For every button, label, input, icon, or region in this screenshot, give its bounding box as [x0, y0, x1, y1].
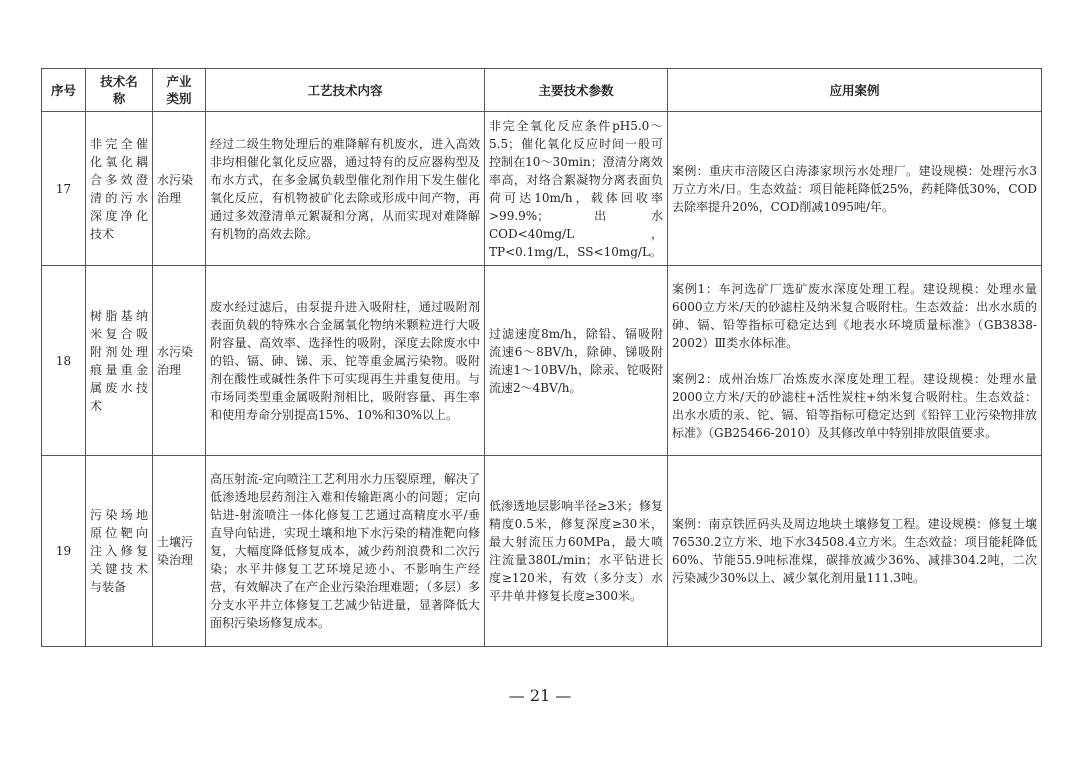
application-case	[668, 456, 1042, 647]
case-item-1: 案例1：车河选矿厂选矿废水深度处理工程。建设规模：处理水量6000立方米/天的砂滤柱及纳米复合吸附柱。生态效益：出水水质的砷、镉、铅等指标可稳定达到《地表水环境质量标准》（GB3838-2002）Ⅲ类水体标准。	[672, 281, 1037, 350]
table-row-18	[42, 266, 1042, 456]
header-industry: 产业类别	[153, 69, 206, 112]
industry-category: 水污染治理	[153, 266, 206, 456]
header-params: 主要技术参数	[485, 69, 668, 112]
application-case	[668, 266, 1042, 456]
header-tech-name: 技术名称	[86, 69, 153, 112]
row-number: 17	[42, 112, 86, 266]
tech-params: 低渗透地层影响半径≥3米；修复精度0.5米，修复深度≥30米，最大射流压力60MPa，最大喷注流量380L/min；水平钻进长度≥120米，有效（多分支）水平井单井修复长度≥300米。	[485, 456, 668, 647]
row-number: 19	[42, 456, 86, 647]
industry-category: 水污染治理	[153, 112, 206, 266]
tech-name: 非完全催化氧化耦合多效澄清的污水深度净化技术	[86, 112, 153, 266]
page-number: — 21 —	[508, 686, 572, 705]
case-item-2: 案例2：成州冶炼厂冶炼废水深度处理工程。建设规模：处理水量2000立方米/天的砂滤柱+活性炭柱+纳米复合吸附柱。生态效益：出水水质的汞、铊、镉、铅等指标可稳定达到《铅锌工业污染物排放标准》（GB25466-2010）及其修改单中特别排放限值要求。	[672, 371, 1037, 440]
industry-category: 土壤污染治理	[153, 456, 206, 647]
tech-params: 过滤速度8m/h，除铅、镉吸附流速6～8BV/h，除砷、锑吸附流速1～10BV/h，除汞、铊吸附流速2～4BV/h。	[485, 266, 668, 456]
row-number: 18	[42, 266, 86, 456]
process-content: 经过二级生物处理后的难降解有机废水，进入高效非均相催化氧化反应器，通过特有的反应器构型及布水方式，在多金属负载型催化剂作用下发生催化氧化反应，有机物被矿化去除或形成中间产物，再通过多效澄清单元絮凝和分离，从而实现对难降解有机物的高效去除。	[206, 112, 485, 266]
table-header-row	[42, 69, 1042, 112]
table-row-17	[42, 112, 1042, 266]
tech-name: 树脂基纳米复合吸附剂处理痕量重金属废水技术	[86, 266, 153, 456]
technology-table	[41, 68, 1042, 647]
header-process: 工艺技术内容	[206, 69, 485, 112]
case-item: 案例：南京铁匠码头及周边地块土壤修复工程。建设规模：修复土壤76530.2立方米、地下水34508.4立方米。生态效益：项目能耗降低60%、节能55.9吨标准煤，碳排放减少36%、减排304.2吨，二次污染减少30%以上、减少氧化剂用量111.3吨。	[672, 517, 1037, 585]
header-cases: 应用案例	[668, 69, 1042, 112]
header-no: 序号	[42, 69, 86, 112]
process-content: 高压射流-定向喷注工艺利用水力压裂原理，解决了低渗透地层药剂注入难和传输距离小的问题；定向钻进-射流喷注一体化修复工艺通过高精度水平/垂直导向钻进，实现土壤和地下水污染的精准靶向修复，大幅度降低修复成本，减少药剂浪费和二次污染；水平井修复工艺环境足迹小、不影响生产经营，有效解决了在产企业污染治理难题；（多层）多分支水平井立体修复工艺减少钻进量，显著降低大面积污染场修复成本。	[206, 456, 485, 647]
application-case	[668, 112, 1042, 266]
table-row-19	[42, 456, 1042, 647]
tech-name: 污染场地原位靶向注入修复关键技术与装备	[86, 456, 153, 647]
case-item: 案例：重庆市涪陵区白涛漆家坝污水处理厂。建设规模：处理污水3万立方米/日。生态效益：项目能耗降低25%，药耗降低30%，COD去除率提升20%，COD削减1095吨/年。	[672, 163, 1037, 214]
tech-params: 非完全氧化反应条件pH5.0～5.5；催化氧化反应时间一般可控制在10～30min；澄清分离效率高，对络合絮凝物分离表面负荷可达10m/h，载体回收率>99.9%；出水COD<40mg/L，TP<0.1mg/L，SS<10mg/L。	[485, 112, 668, 266]
process-content: 废水经过滤后，由泵提升进入吸附柱，通过吸附剂表面负载的特殊水合金属氧化物纳米颗粒进行大吸附容量、高效率、选择性的吸附，深度去除废水中的铅、镉、砷、锑、汞、铊等重金属污染物。吸附剂在酸性或碱性条件下可实现再生并重复使用。与市场同类型重金属吸附剂相比，吸附容量、再生率和使用寿命分别提高15%、10%和30%以上。	[206, 266, 485, 456]
